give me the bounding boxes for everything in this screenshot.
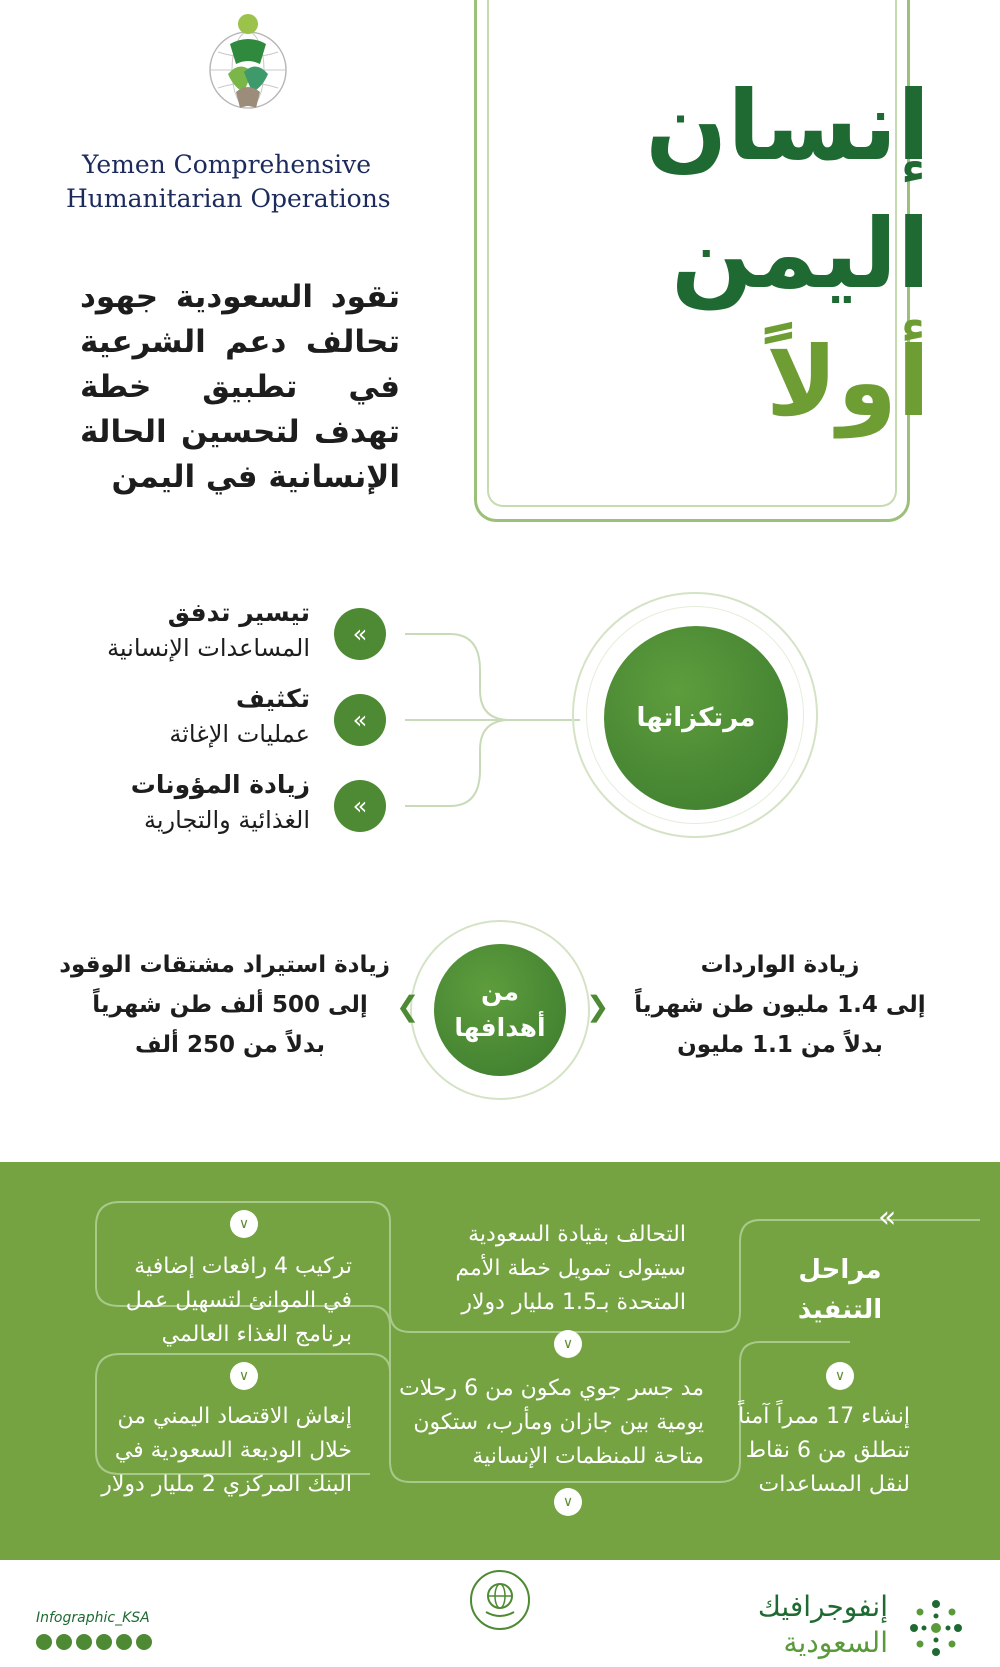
pillar-3-title: زيادة المؤونات [130, 770, 310, 799]
social-handle: Infographic_KSA [36, 1610, 150, 1626]
youtube-icon [96, 1634, 112, 1650]
step-marker-icon: ∨ [826, 1362, 854, 1390]
snapchat-icon [116, 1634, 132, 1650]
org-name-line1: Yemen Comprehensive [82, 150, 372, 179]
twitter-icon [36, 1634, 52, 1650]
step-marker-icon: ∨ [230, 1362, 258, 1390]
chevron-left-icon: « [334, 694, 386, 746]
chevron-left-icon: ❮ [396, 990, 420, 1023]
goal-left: زيادة استيراد مشتقات الوقود إلى 500 ألف طن شهرياً بدلاً من 250 ألف [59, 952, 390, 1058]
step-marker-icon: ∨ [230, 1210, 258, 1238]
step-5-text: إنعاش الاقتصاد اليمني من خلال الوديعة السعودية في البنك المركزي 2 مليار دولار [101, 1404, 352, 1497]
chevron-left-icon: « [334, 608, 386, 660]
step-marker-icon: ∨ [554, 1488, 582, 1516]
pillars-label: مرتكزاتها [604, 626, 788, 810]
brand-name-line2: السعودية [783, 1626, 888, 1659]
chevron-right-icon: ❯ [586, 990, 610, 1023]
intro-paragraph: تقود السعودية جهود تحالف دعم الشرعية في تطبيق خطة تهدف لتحسين الحالة الإنسانية في اليمن [80, 279, 400, 495]
globe-hand-icon [470, 1570, 530, 1630]
main-title-line2: اليمن [671, 198, 930, 310]
instagram-icon [76, 1634, 92, 1650]
brand-name-line1: إنفوجرافيك [757, 1590, 888, 1623]
brand-dots-icon [904, 1596, 968, 1660]
implementation-title: مراحل التنفيذ [797, 1255, 883, 1325]
pillar-1-subtitle: المساعدات الإنسانية [107, 634, 310, 662]
telegram-icon [136, 1634, 152, 1650]
pillar-2-title: تكثيف [235, 684, 310, 713]
goal-right: زيادة الواردات إلى 1.4 مليون طن شهرياً بدلاً من 1.1 مليون [634, 952, 926, 1058]
humanitarian-logo [200, 12, 296, 122]
pillar-1-title: تيسير تدفق [167, 598, 310, 627]
main-title-line3: أولاً [765, 326, 930, 438]
step-marker-icon: ∨ [554, 1330, 582, 1358]
step-4-text: مد جسر جوي مكون من 6 رحلات يومية بين جازان ومأرب، ستكون متاحة للمنظمات الإنسانية [399, 1376, 704, 1469]
goals-label: من أهدافها [434, 944, 566, 1076]
pillar-3-subtitle: الغذائية والتجارية [144, 806, 310, 834]
step-3-text: إنشاء 17 ممراً آمناً تنطلق من 6 نقاط لنقل المساعدات [738, 1404, 910, 1497]
chevron-left-icon: « [878, 1200, 897, 1235]
main-title-line1: إنسان [645, 70, 930, 182]
step-2-text: تركيب 4 رافعات إضافية في الموانئ لتسهيل عمل برنامج الغذاء العالمي [125, 1254, 352, 1347]
step-1-text: التحالف بقيادة السعودية سيتولى تمويل خطة الأمم المتحدة بـ1.5 مليار دولار [455, 1222, 686, 1315]
pillar-2-subtitle: عمليات الإغاثة [169, 720, 310, 748]
facebook-icon [56, 1634, 72, 1650]
chevron-left-icon: « [334, 780, 386, 832]
org-name-line2: Humanitarian Operations [66, 184, 391, 213]
